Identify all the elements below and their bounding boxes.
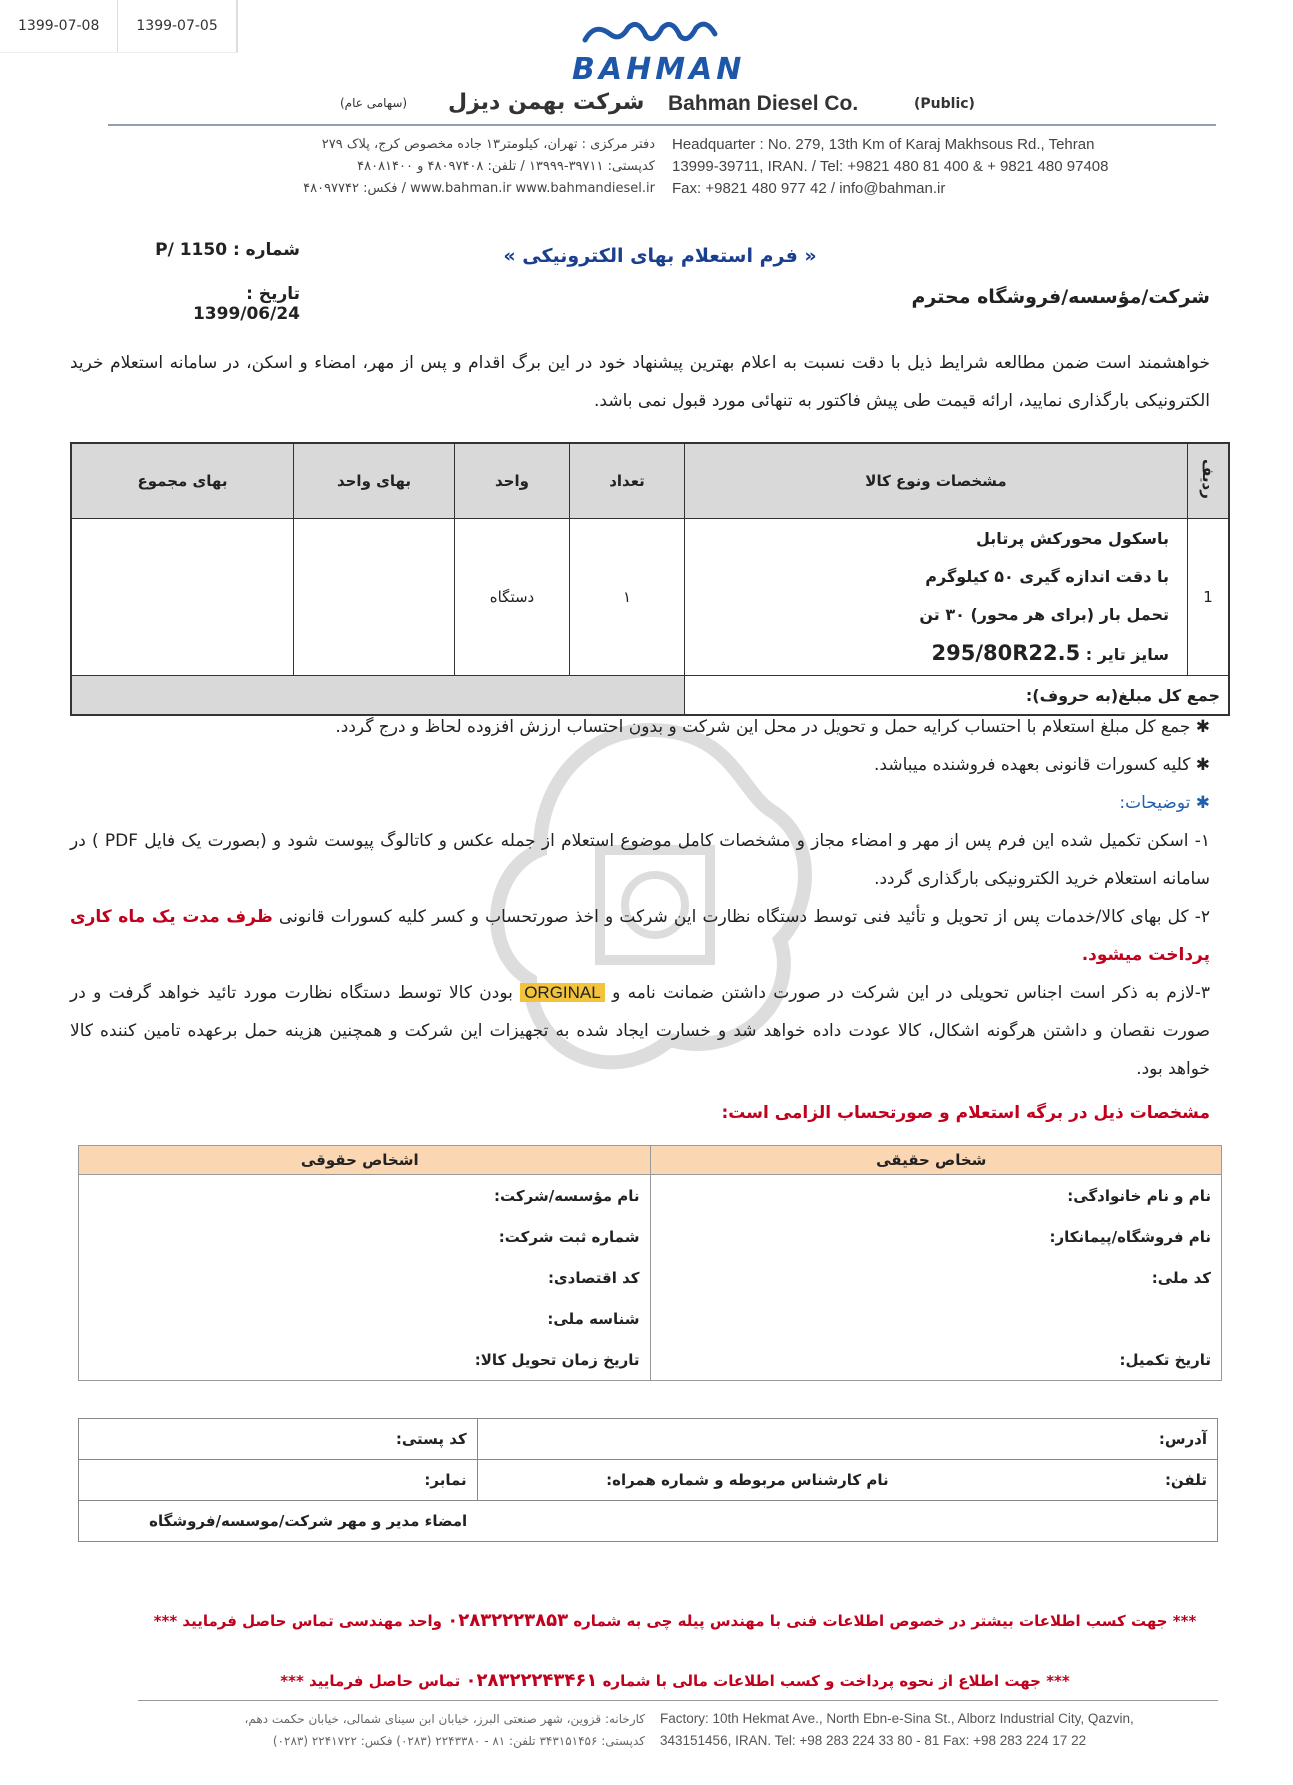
original-highlight: ORGINAL [520, 983, 605, 1002]
sign-space [477, 1501, 1217, 1542]
hq-address-fa-3: www.bahman.ir www.bahmandiesel.ir / فکس: ۴۸۰۹۷۷۴۲ [303, 181, 655, 196]
real-person-header: شخاص حقیقی [650, 1146, 1222, 1175]
real-shop-field[interactable]: نام فروشگاه/پیمانکار: [650, 1216, 1222, 1257]
hq-address-fa-1: دفتر مرکزی : تهران، کیلومتر۱۳ جاده مخصوص کرج، پلاک ۲۷۹ [321, 137, 655, 152]
legal-delivery-date-field[interactable]: تاریخ زمان تحویل کالا: [79, 1339, 651, 1381]
corner-date-1: 1399-07-08 [0, 0, 118, 52]
real-name-field[interactable]: نام و نام خانوادگی: [650, 1175, 1222, 1217]
required-note: مشخصات ذیل در برگه استعلام و صورتحساب الزامی است: [721, 1103, 1210, 1123]
table-row [79, 1460, 1218, 1501]
legal-name-field[interactable]: نام مؤسسه/شرکت: [79, 1175, 651, 1217]
persons-table [78, 1145, 1222, 1381]
item-description: باسکول محورکش پرتابل با دقت اندازه گیری ۵۰ کیلوگرم تحمل بار (برای هر محور) ۳۰ تن سایز تایر : 295/80R22.5 [685, 519, 1188, 676]
legal-person-header: اشخاص حقوقی [79, 1146, 651, 1175]
persons-header-row [79, 1146, 1222, 1175]
goods-header-row [71, 443, 1229, 519]
note-1: ۱- اسکن تکمیل شده این فرم پس از مهر و امضاء مجاز و مشخصات کامل موضوع استعلام از جمله عکس و کاتالوگ پیوست شود و (بصورت یک فایل PDF ) در سامانه استعلام خرید الکترونیکی بارگذاری گردد. [70, 831, 1210, 889]
note-2-emphasis: ظرف مدت یک ماه کاری پرداخت میشود. [70, 907, 1210, 965]
legal-reg-field[interactable]: شماره ثبت شرکت: [79, 1216, 651, 1257]
form-date: تاریخ : 1399/06/24 [192, 284, 300, 324]
table-row [79, 1419, 1218, 1460]
header-divider [108, 124, 1216, 126]
table-row [79, 1257, 1222, 1298]
fax-field[interactable]: نمابر: [79, 1460, 478, 1501]
real-empty-field [650, 1298, 1222, 1339]
legal-economic-code-field[interactable]: کد اقتصادی: [79, 1257, 651, 1298]
company-name-fa: شرکت بهمن دیزل [448, 90, 645, 115]
note-2: ۲- کل بهای کالا/خدمات پس از تحویل و تأئید فنی توسط دستگاه نظارت این شرکت و اخذ صورتحساب و کسر کلیه کسورات قانونی ظرف مدت یک ماه کاری پرداخت میشود. [70, 907, 1211, 965]
form-title: « فرم استعلام بهای الکترونیکی » [503, 245, 817, 267]
footer-divider [138, 1700, 1218, 1701]
hq-address-fa-2: کدپستی: ۳۹۷۱۱-۱۳۹۹۹ / تلفن: ۴۸۰۹۷۴۰۸ و ۴۸۰۸۱۴۰۰ [357, 159, 655, 174]
table-row [79, 1216, 1222, 1257]
col-qty: تعداد [570, 443, 685, 519]
salutation: شرکت/مؤسسه/فروشگاه محترم [911, 286, 1210, 308]
item-unit-price-field[interactable] [294, 519, 455, 676]
table-row [79, 1298, 1222, 1339]
address-field[interactable]: آدرس: [477, 1419, 1217, 1460]
col-unit-price: بهای واحد [294, 443, 455, 519]
phone-field[interactable]: تلفن: [899, 1460, 1218, 1501]
table-row [79, 1339, 1222, 1381]
real-national-code-field[interactable]: کد ملی: [650, 1257, 1222, 1298]
goods-table [70, 442, 1230, 716]
legal-national-id-field[interactable]: شناسه ملی: [79, 1298, 651, 1339]
postal-code-field[interactable]: کد پستی: [79, 1419, 478, 1460]
form-number: شماره : 1150 /P [155, 240, 300, 260]
factory-address-en: Factory: 10th Hekmat Ave., North Ebn-e-Sina St., Alborz Industrial City, Qazvin, 343151456, IRAN. Tel: +98 283 224 33 80 - 81 Fax: +98 283 224 17 22 [660, 1711, 1134, 1748]
table-row [71, 519, 1229, 676]
tech-contact-note: *** جهت کسب اطلاعات بیشتر در خصوص اطلاعات فنی با مهندس پیله چی به شماره ۰۲۸۳۲۲۲۳۸۵۳ واحد مهندسی تماس حاصل فرمایید *** [153, 1610, 1197, 1631]
company-public-en: (Public) [914, 96, 975, 112]
item-unit: دستگاه [455, 519, 570, 676]
bahman-logo-icon [580, 20, 720, 48]
sum-label: جمع کل مبلغ(به حروف): [685, 676, 1230, 716]
hq-address-en-1: Headquarter : No. 279, 13th Km of Karaj Makhsous Rd., Tehran [672, 136, 1095, 153]
col-row: ردیف [1188, 443, 1230, 519]
real-complete-date-field[interactable]: تاریخ تکمیل: [650, 1339, 1222, 1381]
corner-date-2: 1399-07-05 [118, 0, 236, 52]
col-unit: واحد [455, 443, 570, 519]
hq-address-en-3: Fax: +9821 480 977 42 / info@bahman.ir [672, 180, 946, 197]
factory-address-fa: کارخانه: قزوین، شهر صنعتی البرز، خیابان ابن سینای شمالی، خیابان حکمت دهم، کدپستی: ۳۴۳۱۵۱۴۵۶ تلفن: ۸۱ - ۲۲۴۳۳۸۰ (۰۲۸۳) فکس: ۲۲۴۱۷۲۲ (۰۲۸۳) [244, 1712, 645, 1748]
hq-address-en-2: 13999-39711, IRAN. / Tel: +9821 480 81 400 & + 9821 480 97408 [672, 158, 1109, 175]
finance-contact-note: *** جهت اطلاع از نحوه پرداخت و کسب اطلاعات مالی با شماره ۰۲۸۳۲۲۲۴۳۴۶۱ تماس حاصل فرمایید *** [280, 1670, 1070, 1691]
col-desc: مشخصات ونوع کالا [685, 443, 1188, 519]
item-qty: ۱ [570, 519, 685, 676]
intro-paragraph: خواهشمند است ضمن مطالعه شرایط ذیل با دقت نسبت به اعلام بهترین پیشنهاد خود در این برگ اقدام و پس از مهر، امضاء و اسکن، در سامانه استعلام خرید الکترونیکی بارگذاری نمایید، ارائه قیمت طی پیش فاکتور به تنهائی مورد قبول نمی باشد. [70, 353, 1210, 411]
corner-dates [0, 0, 238, 53]
logo-text: BAHMAN [572, 52, 746, 87]
table-row [79, 1175, 1222, 1217]
contact-table [78, 1418, 1218, 1542]
expert-field[interactable]: نام کارشناس مربوطه و شماره همراه: [477, 1460, 898, 1501]
note-3: ۳-لازم به ذکر است اجناس تحویلی در این شرکت در صورت داشتن ضمانت نامه و ORGINAL بودن کالا توسط دستگاه نظارت مورد تائید خواهد گرفت و در صورت نقصان و داشتن هرگونه اشکال، کالا عودت داده خواهد شد و خسارت ایجاد شده به تجهیزات این شرکت و همچنین هزینه حمل برعهده تامین کننده کالا خواهد بود. [70, 983, 1210, 1079]
sign-field[interactable]: امضاء مدیر و مهر شرکت/موسسه/فروشگاه [79, 1501, 478, 1542]
item-total-field[interactable] [71, 519, 294, 676]
notes-title: ✱ توضیحات: [1119, 793, 1210, 813]
table-row [79, 1501, 1218, 1542]
tech-phone: ۰۲۸۳۲۲۲۳۸۵۳ [447, 1610, 569, 1631]
condition-2: ✱ کلیه کسورات قانونی بعهده فروشنده میباشد. [874, 755, 1210, 775]
company-public-fa: (سهامی عام) [340, 96, 408, 110]
col-total: بهای مجموع [71, 443, 294, 519]
condition-1: ✱ جمع کل مبلغ استعلام با احتساب کرایه حمل و تحویل در محل این شرکت و بدون احتساب ارزش افزوده لحاظ و درج گردد. [335, 717, 1210, 737]
company-name-en: Bahman Diesel Co. [668, 92, 859, 115]
finance-phone: ۰۲۸۳۲۲۲۴۳۴۶۱ [465, 1670, 598, 1691]
row-index: 1 [1188, 519, 1230, 676]
